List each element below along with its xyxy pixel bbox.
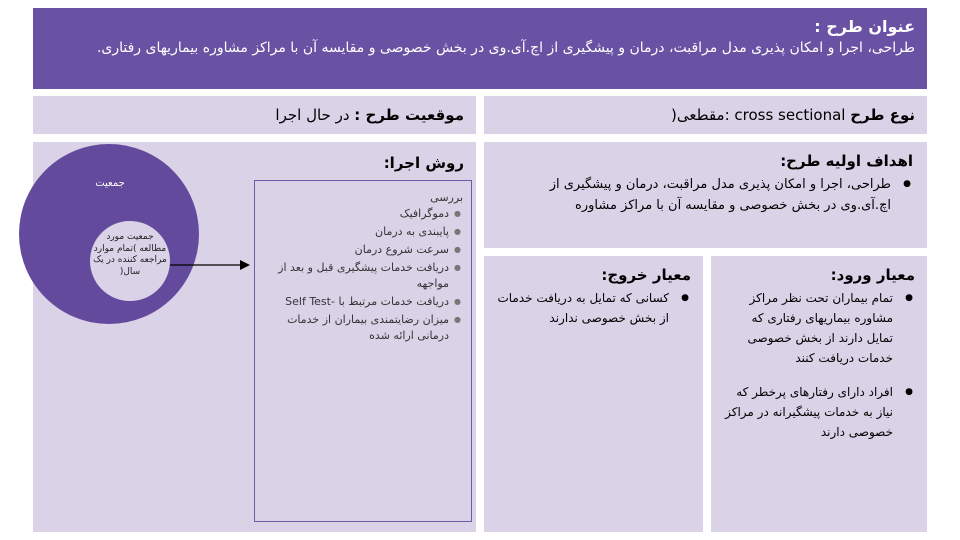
goals-list xyxy=(498,174,913,216)
review-item: ● پایبندی به درمان xyxy=(263,224,449,240)
entry-item: ● افراد دارای رفتارهای پرخطر که نیاز به خدمات پیشگیرانه در مراکز خصوصی دارند xyxy=(723,382,893,442)
review-item: ● میزان رضایتمندی بیماران از خدمات درمانی ارائه شده xyxy=(263,312,449,344)
exit-criteria-panel xyxy=(484,256,703,532)
title-label: عنوان طرح : xyxy=(814,17,915,36)
entry-item: ● تمام بیماران تحت نظر مراکز مشاوره بیماریهای رفتاری که تمایل دارند از بخش خصوصی خدمات دریافت کنند xyxy=(723,288,893,368)
method-heading: روش اجرا: xyxy=(383,154,464,172)
title-text: طراحی، اجرا و امکان پذیری مدل مراقبت، درمان و پیشگیری از اچ.آی.وی در بخش خصوصی و مقایسه آن با مراکز مشاوره بیماریهای رفتاری. xyxy=(96,40,915,56)
review-box xyxy=(254,180,472,522)
population-label: جمعیت xyxy=(95,178,125,189)
review-item: ● سرعت شروع درمان xyxy=(263,242,449,258)
status-panel xyxy=(33,96,476,134)
exit-list xyxy=(496,288,691,328)
arrow-icon xyxy=(170,258,250,272)
entry-heading: معیار ورود: xyxy=(830,266,915,284)
study-population-label: جمعیت مورد مطالعه )تمام موارد مراجعه کننده در یک سال( xyxy=(93,232,167,277)
review-item: ● دموگرافیک xyxy=(263,206,449,222)
entry-criteria-panel xyxy=(711,256,927,532)
review-item: ● دریافت خدمات مرتبط با -Self Test xyxy=(263,294,449,310)
review-item: ● دریافت خدمات پیشگیری قبل و بعد از مواجهه xyxy=(263,260,449,292)
review-list xyxy=(263,206,463,344)
status-label: موقعیت طرح : xyxy=(354,106,464,124)
goals-panel xyxy=(484,142,927,248)
review-title: بررسی xyxy=(430,191,463,204)
goals-heading: اهداف اولیه طرح: xyxy=(780,152,913,170)
type-panel xyxy=(484,96,927,134)
type-value: cross sectional :مقطعی( xyxy=(671,106,846,124)
entry-list xyxy=(723,288,915,442)
status-value: در حال اجرا xyxy=(275,106,350,124)
exit-heading: معیار خروج: xyxy=(601,266,691,284)
exit-item: ● کسانی که تمایل به دریافت خدمات از بخش خصوصی ندارند xyxy=(496,288,669,328)
goal-item: ● طراحی، اجرا و امکان پذیری مدل مراقبت، درمان و پیشگیری از اچ.آی.وی در بخش خصوصی و مقایسه آن با مراکز مشاوره xyxy=(498,174,891,216)
title-banner xyxy=(33,8,927,89)
type-label: نوع طرح xyxy=(850,106,915,124)
